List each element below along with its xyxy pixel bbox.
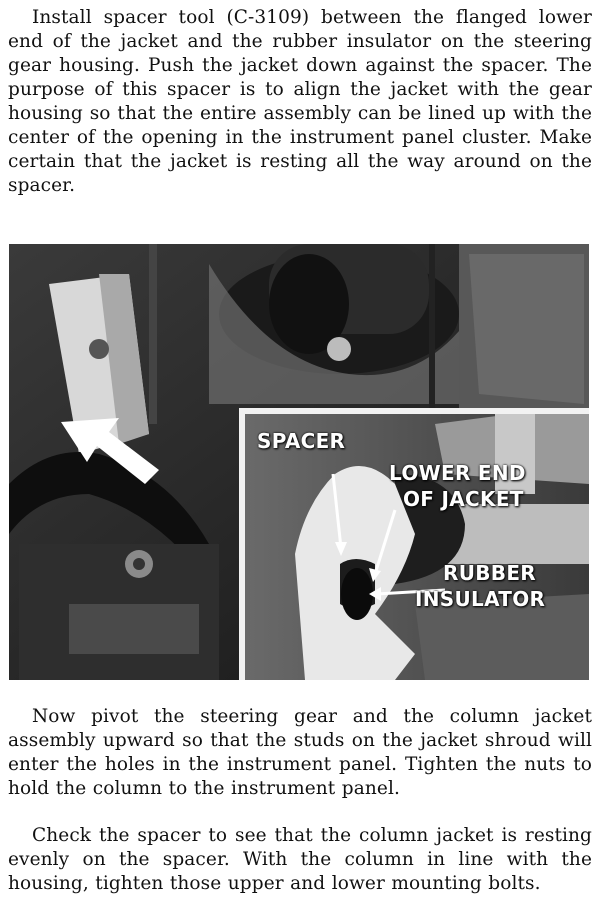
rubber-insulator-callout-line2: INSULATOR — [415, 587, 546, 611]
spacer-callout: SPACER — [257, 429, 346, 453]
rubber-insulator-callout-line1: RUBBER — [443, 561, 536, 585]
closeup-inset — [239, 408, 589, 680]
lower-end-callout-line2: OF JACKET — [403, 487, 524, 511]
check-spacer-paragraph: Check the spacer to see that the column jacket is resting evenly on the spacer. With the column in line with the housing, tighten those upper and lower mounting bolts. — [8, 825, 592, 894]
pivot-paragraph: Now pivot the steering gear and the column jacket assembly upward so that the studs on the jacket shroud will enter the holes in the instrument panel. Tighten the nuts to hold the column to the instrument panel. — [8, 706, 592, 799]
lower-end-callout-line1: LOWER END — [389, 461, 526, 485]
intro-paragraph: Install spacer tool (C-3109) between the flanged lower end of the jacket and the rubber insulator on the steering gear housing. Push the jacket down against the spacer. The purpose of this spacer is to align the jacket with the gear housing so that the entire assembly can be lined up with the center of the opening in the instrument panel cluster. Make certain that the jacket is resting all the way around on the spacer. — [8, 7, 592, 196]
steering-column-photo — [9, 244, 589, 680]
